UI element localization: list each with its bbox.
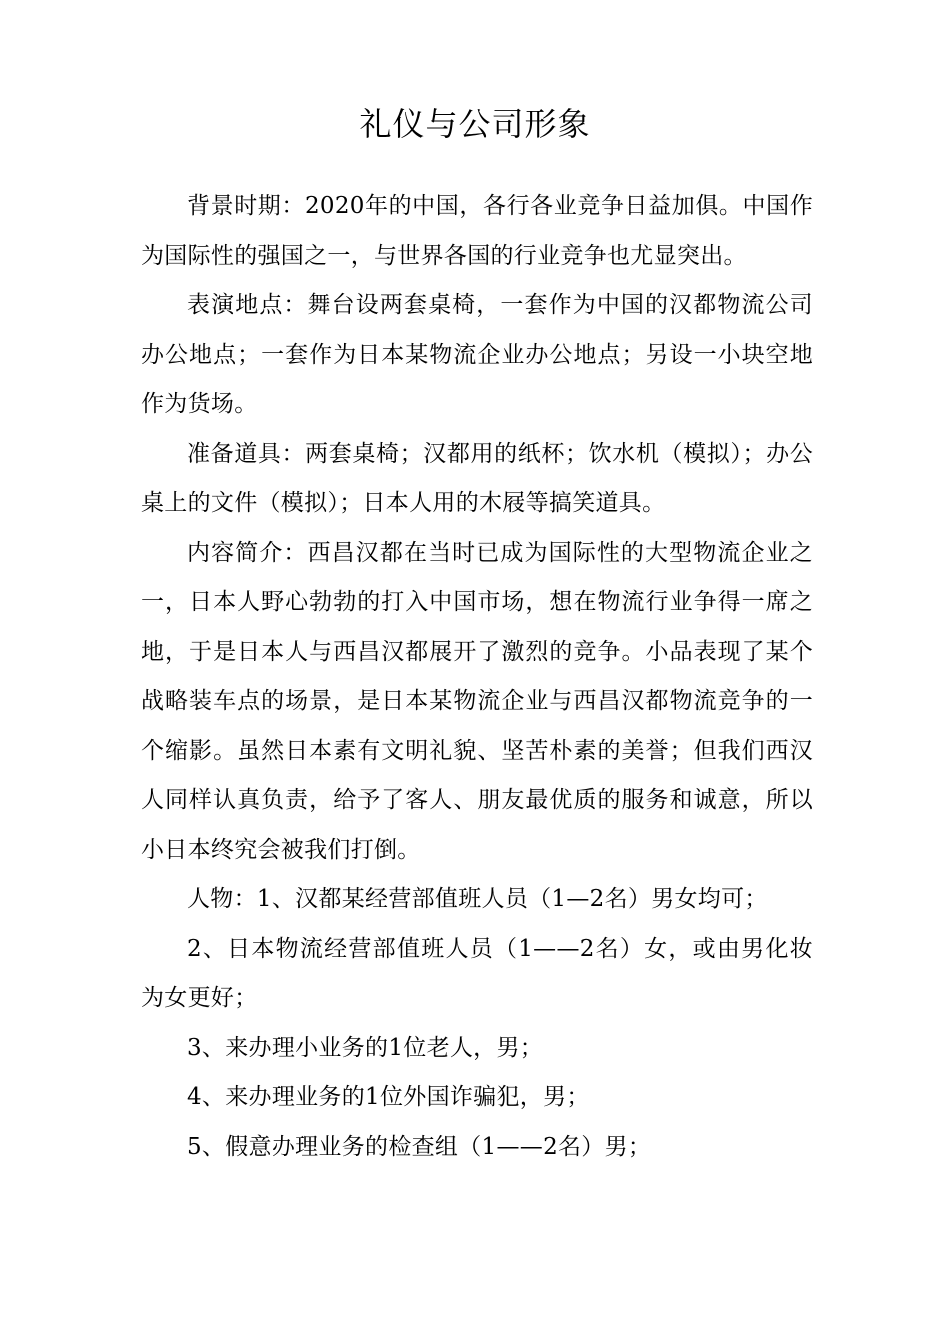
paragraph-location: 表演地点：舞台设两套桌椅，一套作为中国的汉都物流公司办公地点；一套作为日本某物流企业办公地点；另设一小块空地作为货场。 [141, 292, 813, 417]
paragraph-character-3: 3、来办理小业务的1位老人，男； [187, 1034, 544, 1061]
paragraph-props: 准备道具：两套桌椅；汉都用的纸杯；饮水机（模拟）；办公桌上的文件（模拟）；日本人用的木屐等搞笑道具。 [141, 440, 813, 516]
document-body [141, 182, 813, 1172]
document-title: 礼仪与公司形象 [359, 105, 591, 143]
paragraph-character-4: 4、来办理业务的1位外国诈骗犯，男； [187, 1084, 590, 1110]
paragraph-background: 背景时期：2020年的中国，各行各业竞争日益加俱。中国作为国际性的强国之一，与世界各国的行业竞争也尤显突出。 [141, 193, 813, 269]
paragraph-synopsis: 内容简介：西昌汉都在当时已成为国际性的大型物流企业之一，日本人野心勃勃的打入中国市场，想在物流行业争得一席之地，于是日本人与西昌汉都展开了激烈的竞争。小品表现了某个战略装车点的场景，是日本某物流企业与西昌汉都物流竞争的一个缩影。虽然日本素有文明礼貌、坚苦朴素的美誉；但我们西汉人同样认真负责，给予了客人、朋友最优质的服务和诚意，所以小日本终究会被我们打倒。 [141, 539, 813, 863]
paragraph-character-5: 5、假意办理业务的检查组（1——2名）男； [187, 1133, 652, 1160]
paragraph-characters: 人物：1、汉都某经营部值班人员（1—2名）男女均可； [187, 886, 768, 912]
paragraph-character-2: 2、日本物流经营部值班人员（1——2名）女，或由男化妆为女更好； [141, 935, 813, 1011]
